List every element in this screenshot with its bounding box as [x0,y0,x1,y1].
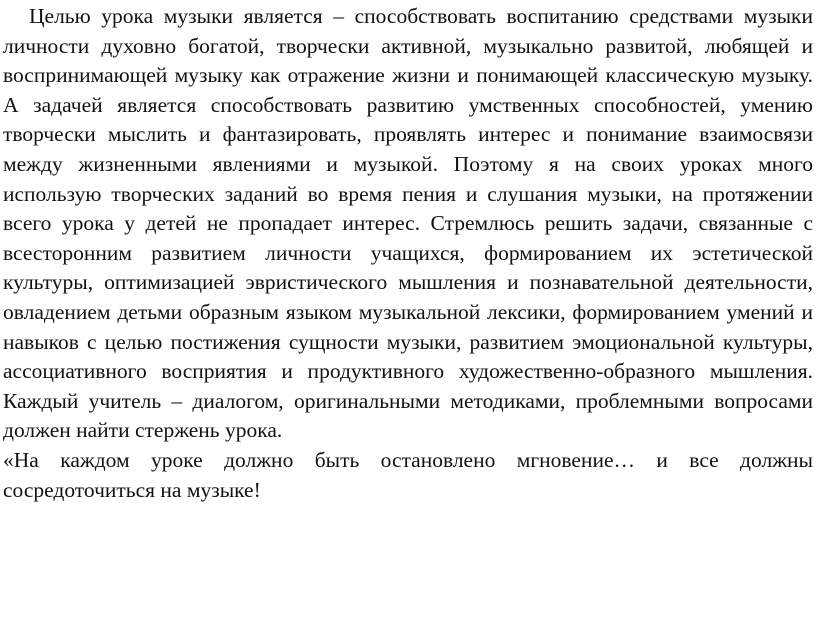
paragraph-quote: «На каждом уроке должно быть остановлено мгновение… и все должны сосредоточиться на музыке! [3,447,813,502]
paragraph-lesson-goals: Целью урока музыки является – способствовать воспитанию средствами музыки личности духовно богатой, творчески активной, музыкально развитой, любящей и воспринимающей музыку как отражение жизни и понимающей классическую музыку. А задачей является способствовать развитию умственных способностей, умению творчески мыслить и фантазировать, проявлять интерес и понимание взаимосвязи между жизненными явлениями и музыкой. Поэтому я на своих уроках много использую творческих заданий во время пения и слушания музыки, на протяжении всего урока у детей не пропадает интерес. Стремлюсь решить задачи, связанные с всесторонним развитием личности учащихся, формированием их эстетической культуры, оптимизацией эвристического мышления и познавательной деятельности, овладением детьми образным языком музыкальной лексики, формированием умений и навыков с целью постижения сущности музыки, развитием эмоциональной культуры, ассоциативного восприятия и продуктивного художественно-образного мышления. Каждый учитель – диалогом, оригинальными методиками, проблемными вопросами должен найти стержень урока. [3,4,813,443]
